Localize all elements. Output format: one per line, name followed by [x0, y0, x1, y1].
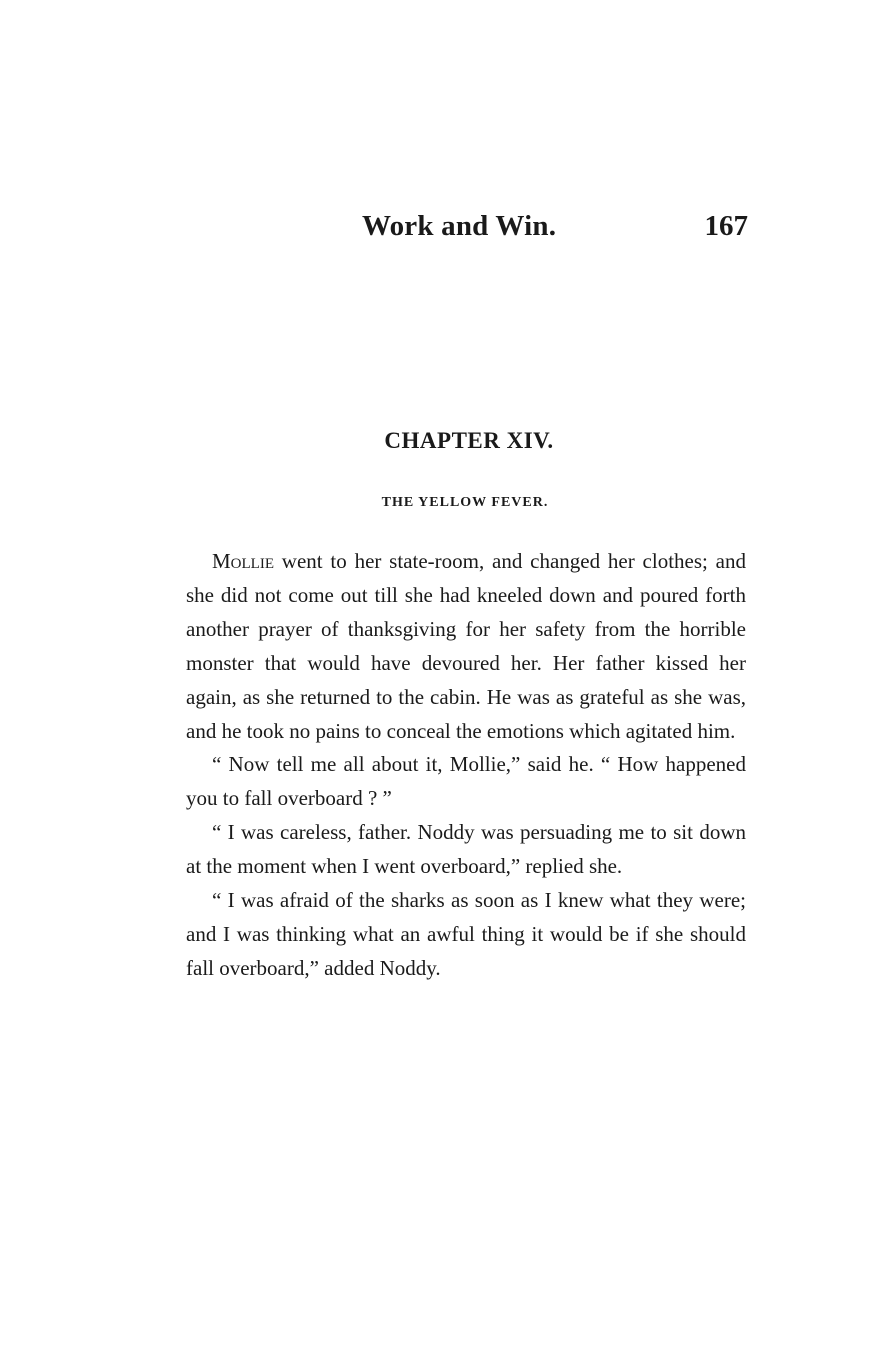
body-text: [186, 545, 746, 986]
chapter-heading: CHAPTER XIV.: [384, 428, 554, 453]
paragraph-2: “ Now tell me all about it, Mollie,” said he. “ How happened you to fall overboard ? ”: [186, 752, 746, 811]
paragraph-4: “ I was afraid of the sharks as soon as I knew what they were; and I was thinking what an awful thing it would be if she should fall overboard,” added Noddy.: [186, 888, 746, 980]
paragraph-1: [186, 545, 746, 748]
running-title: Work and Win.: [362, 210, 557, 242]
paragraph-3: “ I was careless, father. Noddy was persuading me to sit down at the moment when I went overboard,” replied she.: [186, 820, 746, 879]
paragraph-lead-word: Mollie: [212, 549, 274, 573]
paragraph-text: went to her state-room, and changed her clothes; and she did not come out till she had kneeled down and poured forth another prayer of thanksgiving for her safety from the horrible monster that would have devoured her. Her father kissed her again, as she returned to the cabin. He was as grateful as she was, and he took no pains to conceal the emotions which agitated him.: [186, 549, 746, 743]
running-head: [362, 210, 748, 250]
page-number: 167: [704, 210, 748, 242]
chapter-subtitle: THE YELLOW FEVER.: [381, 495, 549, 510]
